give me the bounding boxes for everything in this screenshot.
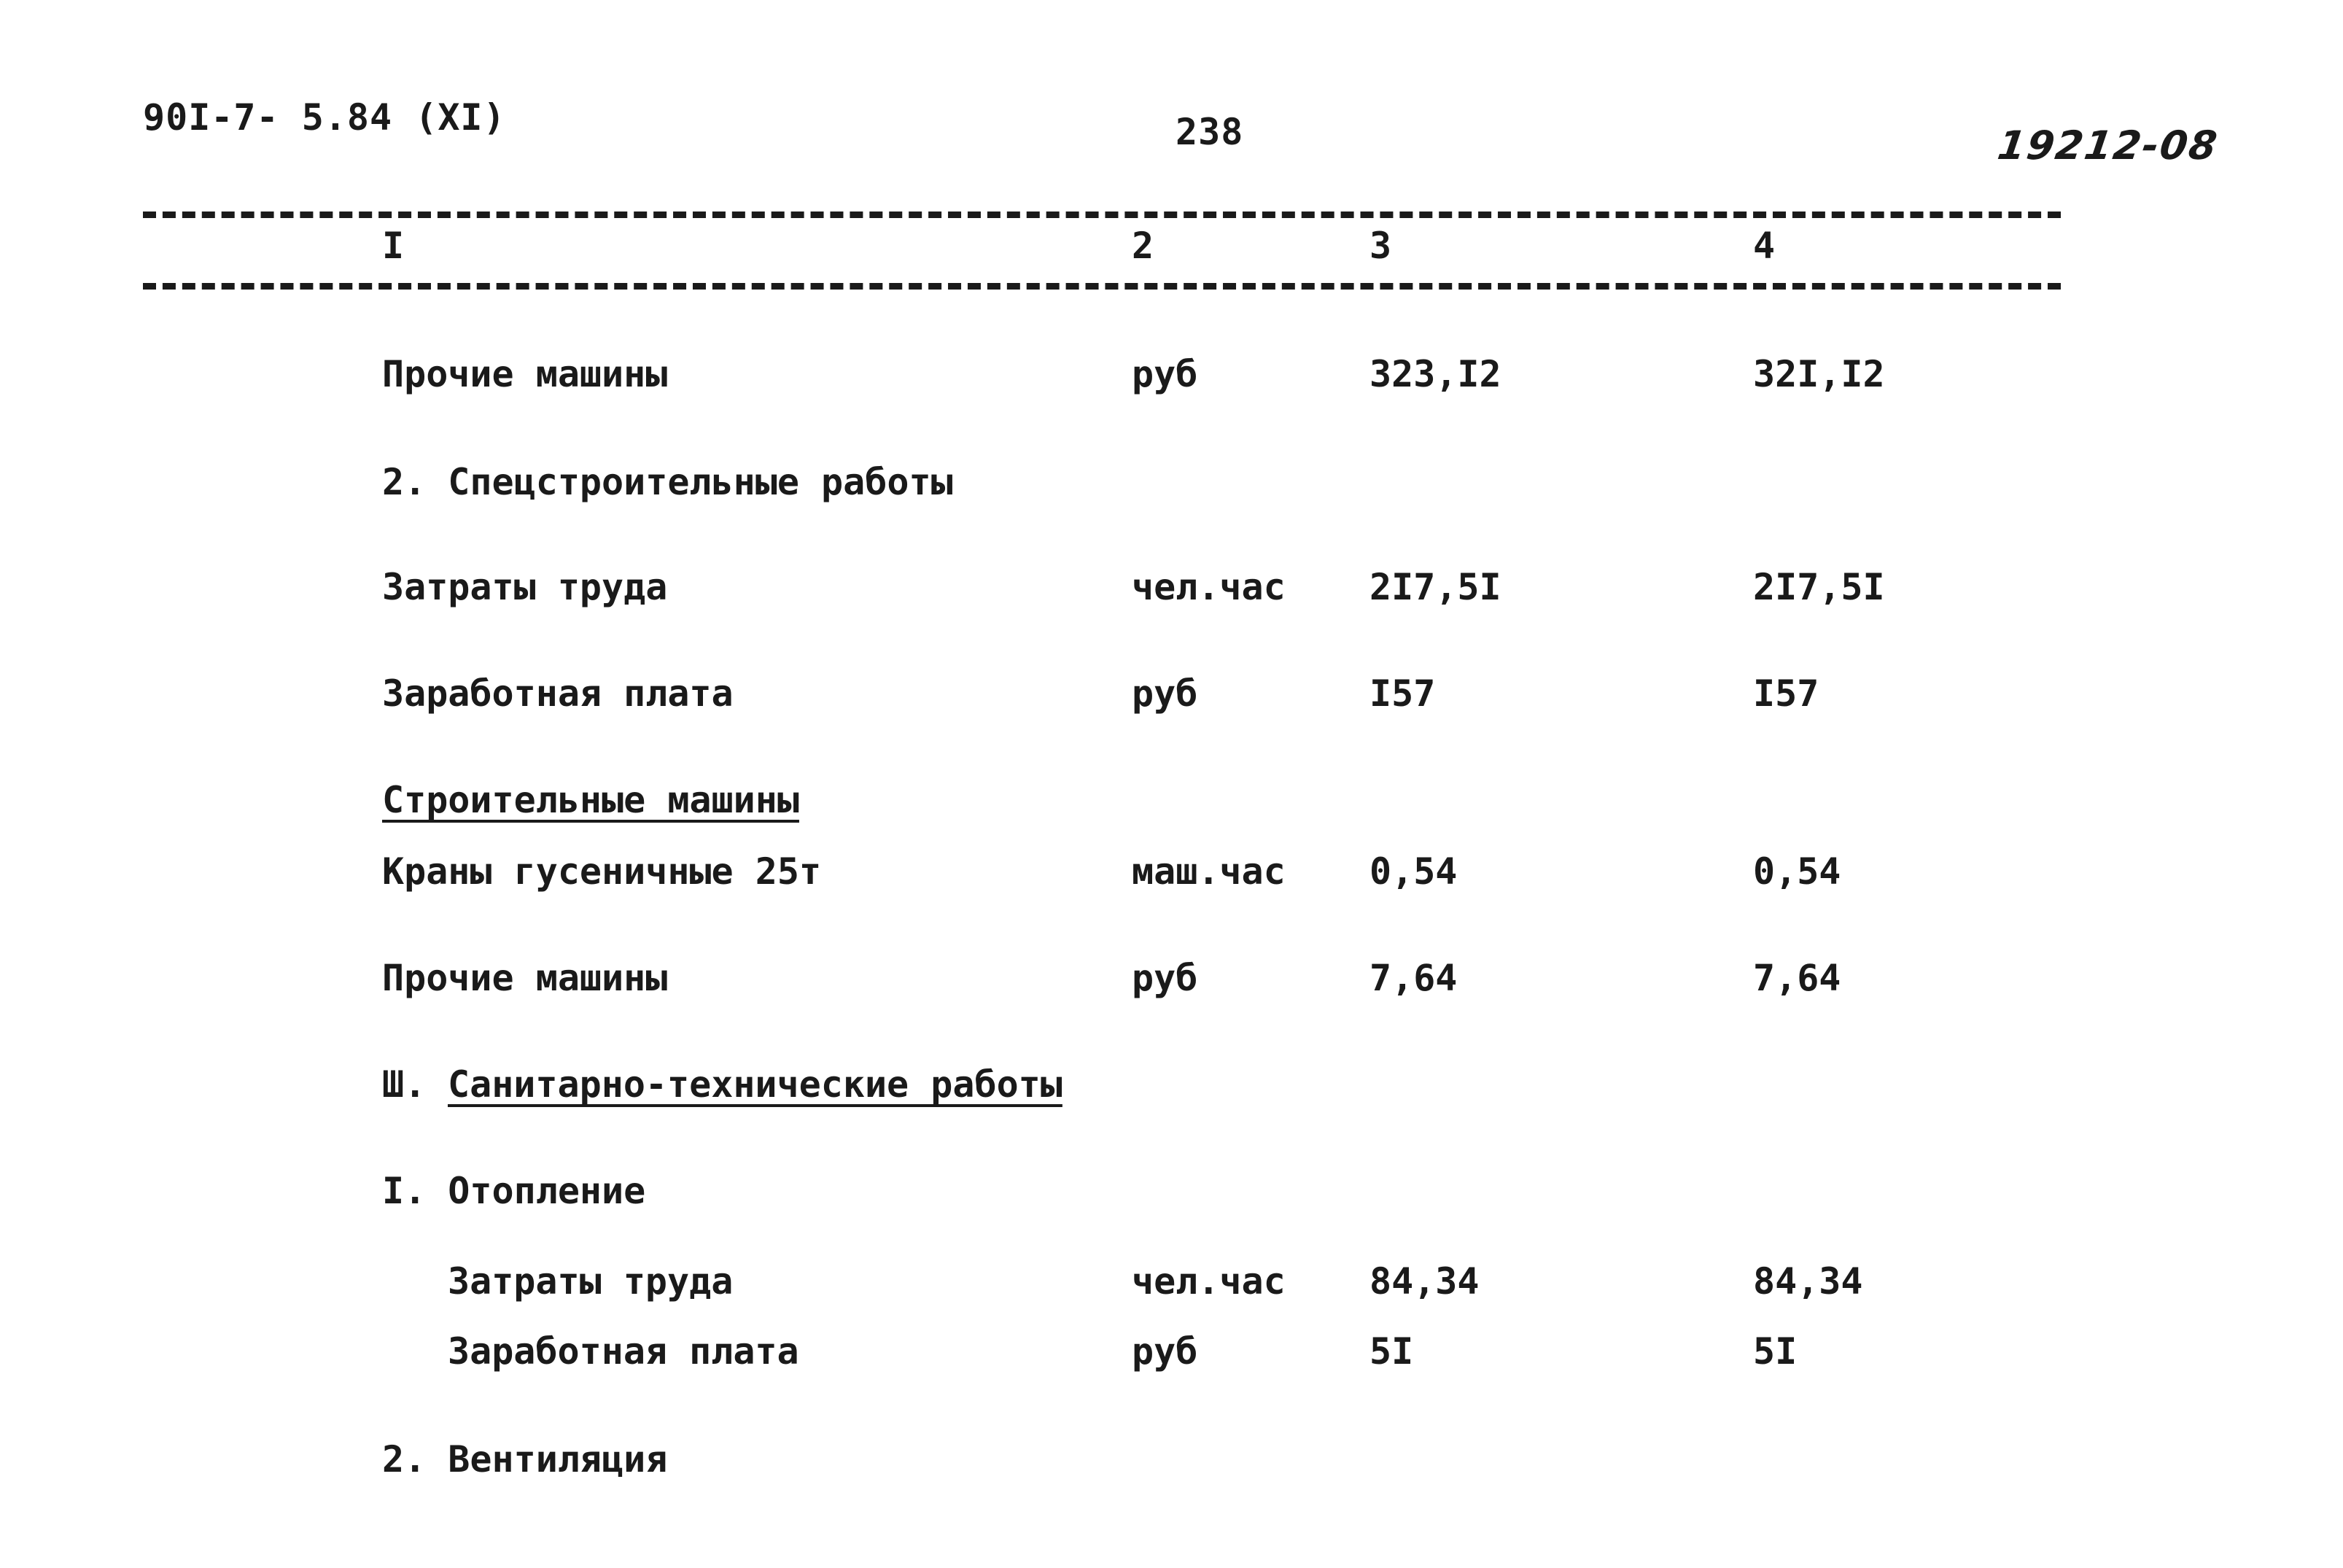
row-name: Заработная плата [382, 672, 734, 715]
row-unit: руб [1132, 353, 1198, 395]
row-value-col4: 5I [1753, 1330, 1798, 1373]
column-number-1: I [382, 225, 405, 267]
inventory-number: 19212-08 [1994, 123, 2221, 168]
section-heading [0, 1059, 2343, 1110]
row-name: Краны гусеничные 25т [382, 850, 822, 893]
row-unit: чел.час [1132, 566, 1286, 608]
row-name: Прочие машины [382, 353, 668, 395]
row-name: I. Отопление [382, 1170, 646, 1212]
row-value-col4: 7,64 [1753, 957, 1841, 999]
row-value-col4: 2I7,5I [1753, 566, 1885, 608]
table-row [0, 1256, 2343, 1307]
row-value-col4: I57 [1753, 672, 1819, 715]
document-code: 90I-7- 5.84 (XI) [143, 96, 506, 139]
section-heading [0, 1434, 2343, 1485]
row-name: 2. Вентиляция [382, 1438, 668, 1480]
row-value-col3: 2I7,5I [1369, 566, 1501, 608]
row-value-col3: 7,64 [1369, 957, 1458, 999]
table-row [0, 952, 2343, 1004]
table-header-top-rule [143, 211, 2061, 218]
row-name: Строительные машины [382, 779, 799, 821]
table-header-bottom-rule [143, 283, 2061, 290]
column-number-2: 2 [1132, 225, 1154, 267]
row-unit: руб [1132, 957, 1198, 999]
table-row [0, 562, 2343, 613]
table-row [0, 668, 2343, 719]
table-row [0, 846, 2343, 897]
subsection-heading [0, 775, 2343, 826]
row-value-col3: 84,34 [1369, 1260, 1480, 1303]
row-value-col3: 323,I2 [1369, 353, 1501, 395]
row-name: Затраты труда [382, 566, 668, 608]
section-heading [0, 457, 2343, 508]
row-name: Прочие машины [382, 957, 668, 999]
section-heading [0, 1165, 2343, 1216]
row-name: Затраты труда [448, 1260, 734, 1303]
row-value-col3: 0,54 [1369, 850, 1458, 893]
row-value-col3: I57 [1369, 672, 1436, 715]
row-unit: руб [1132, 672, 1198, 715]
row-name-prefix: Ш. [382, 1063, 427, 1106]
row-value-col4: 84,34 [1753, 1260, 1863, 1303]
row-value-col4: 0,54 [1753, 850, 1841, 893]
column-number-4: 4 [1753, 225, 1776, 267]
table-row [0, 349, 2343, 400]
row-name: 2. Спецстроительные работы [382, 461, 953, 503]
row-unit: маш.час [1132, 850, 1286, 893]
table-row [0, 1326, 2343, 1377]
page-number: 238 [1176, 111, 1244, 153]
column-number-3: 3 [1369, 225, 1392, 267]
row-name: Санитарно-технические работы [448, 1063, 1062, 1106]
row-unit: чел.час [1132, 1260, 1286, 1303]
row-value-col3: 5I [1369, 1330, 1414, 1373]
row-value-col4: 32I,I2 [1753, 353, 1885, 395]
row-name: Заработная плата [448, 1330, 799, 1373]
row-unit: руб [1132, 1330, 1198, 1373]
